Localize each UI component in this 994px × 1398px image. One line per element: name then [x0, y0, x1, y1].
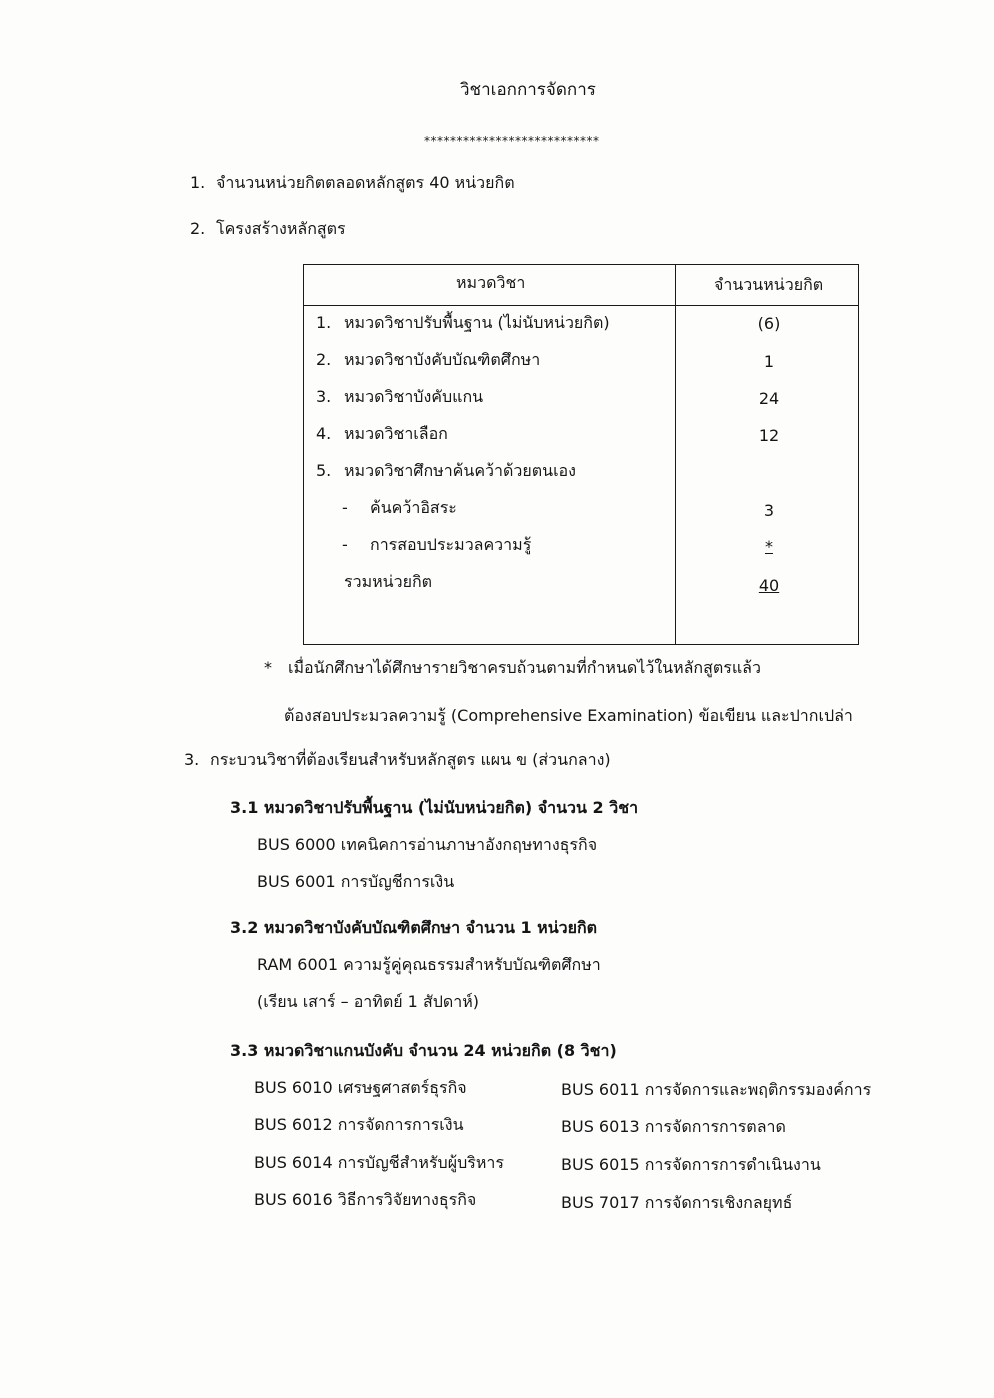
course-bus-6013: BUS 6013 การจัดการการตลาด — [561, 1117, 786, 1136]
course-ram-6001: RAM 6001 ความรู้คู่คุณธรรมสำหรับบัณฑิตศึกษา — [257, 955, 601, 974]
table-row-5b-credits: * — [765, 537, 773, 556]
table-column-divider — [675, 265, 676, 644]
subsection-3-1-heading: 3.1 หมวดวิชาปรับพื้นฐาน (ไม่นับหน่วยกิต) จำนวน 2 วิชา — [230, 798, 639, 817]
course-bus-6000: BUS 6000 เทคนิคการอ่านภาษาอังกฤษทางธุรกิจ — [257, 835, 598, 854]
table-row-3-credits: 24 — [758, 389, 780, 408]
section-1-text: จำนวนหน่วยกิตตลอดหลักสูตร 40 หน่วยกิต — [216, 173, 515, 192]
course-bus-6015: BUS 6015 การจัดการการดำเนินงาน — [561, 1155, 821, 1174]
footnote-line-1: เมื่อนักศึกษาได้ศึกษารายวิชาครบถ้วนตามที่กำหนดไว้ในหลักสูตรแล้ว — [288, 658, 761, 677]
course-bus-6010: BUS 6010 เศรษฐศาสตร์ธุรกิจ — [254, 1078, 467, 1097]
course-bus-7017: BUS 7017 การจัดการเชิงกลยุทธ์ — [561, 1193, 793, 1212]
table-row-2-no: 2. — [316, 350, 332, 369]
table-row-2-label: หมวดวิชาบังคับบัณฑิตศึกษา — [344, 350, 541, 369]
section-3-text: กระบวนวิชาที่ต้องเรียนสำหรับหลักสูตร แผน ข (ส่วนกลาง) — [210, 750, 611, 769]
course-bus-6016: BUS 6016 วิธีการวิจัยทางธุรกิจ — [254, 1190, 477, 1209]
table-row-5-no: 5. — [316, 461, 332, 480]
table-row-5a-no: - — [342, 498, 348, 517]
table-row-1-label: หมวดวิชาปรับพื้นฐาน (ไม่นับหน่วยกิต) — [344, 313, 610, 332]
table-header-category: หมวดวิชา — [456, 273, 526, 292]
table-row-5-label: หมวดวิชาศึกษาค้นคว้าด้วยตนเอง — [344, 461, 576, 480]
course-bus-6001: BUS 6001 การบัญชีการเงิน — [257, 872, 455, 891]
table-row-3-no: 3. — [316, 387, 332, 406]
section-1-number: 1. — [190, 173, 206, 192]
table-row-1-credits: (6) — [757, 314, 781, 333]
table-row-3-label: หมวดวิชาบังคับแกน — [344, 387, 484, 406]
table-total-credits: 40 — [758, 576, 780, 595]
title-separator: *************************** — [424, 134, 600, 148]
course-bus-6012: BUS 6012 การจัดการการเงิน — [254, 1115, 464, 1134]
footnote-mark: * — [264, 658, 272, 677]
subsection-3-3-heading: 3.3 หมวดวิชาแกนบังคับ จำนวน 24 หน่วยกิต (8 วิชา) — [230, 1041, 617, 1060]
curriculum-structure-table — [303, 264, 859, 645]
table-row-1-no: 1. — [316, 313, 332, 332]
section-2-text: โครงสร้างหลักสูตร — [216, 219, 346, 238]
table-row-5a-label: ค้นคว้าอิสระ — [370, 498, 457, 517]
table-header-credits: จำนวนหน่วยกิต — [714, 275, 824, 294]
course-bus-6014: BUS 6014 การบัญชีสำหรับผู้บริหาร — [254, 1153, 504, 1172]
table-row-2-credits: 1 — [763, 352, 775, 371]
table-row-4-credits: 12 — [758, 426, 780, 445]
subsection-3-2-heading: 3.2 หมวดวิชาบังคับบัณฑิตศึกษา จำนวน 1 หน่วยกิต — [230, 918, 598, 937]
table-row-5b-no: - — [342, 535, 348, 554]
table-row-5b-label: การสอบประมวลความรู้ — [370, 535, 532, 554]
section-2-number: 2. — [190, 219, 206, 238]
table-header-divider — [304, 305, 858, 306]
table-row-4-label: หมวดวิชาเลือก — [344, 424, 448, 443]
course-bus-6011: BUS 6011 การจัดการและพฤติกรรมองค์การ — [561, 1080, 872, 1099]
footnote-line-2: ต้องสอบประมวลความรู้ (Comprehensive Examination) ข้อเขียน และปากเปล่า — [284, 706, 853, 725]
page-title: วิชาเอกการจัดการ — [460, 80, 596, 100]
course-ram-6001-note: (เรียน เสาร์ – อาทิตย์ 1 สัปดาห์) — [257, 992, 480, 1011]
section-3-number: 3. — [184, 750, 200, 769]
table-row-4-no: 4. — [316, 424, 332, 443]
table-row-5a-credits: 3 — [763, 501, 775, 520]
table-total-label: รวมหน่วยกิต — [344, 572, 433, 591]
